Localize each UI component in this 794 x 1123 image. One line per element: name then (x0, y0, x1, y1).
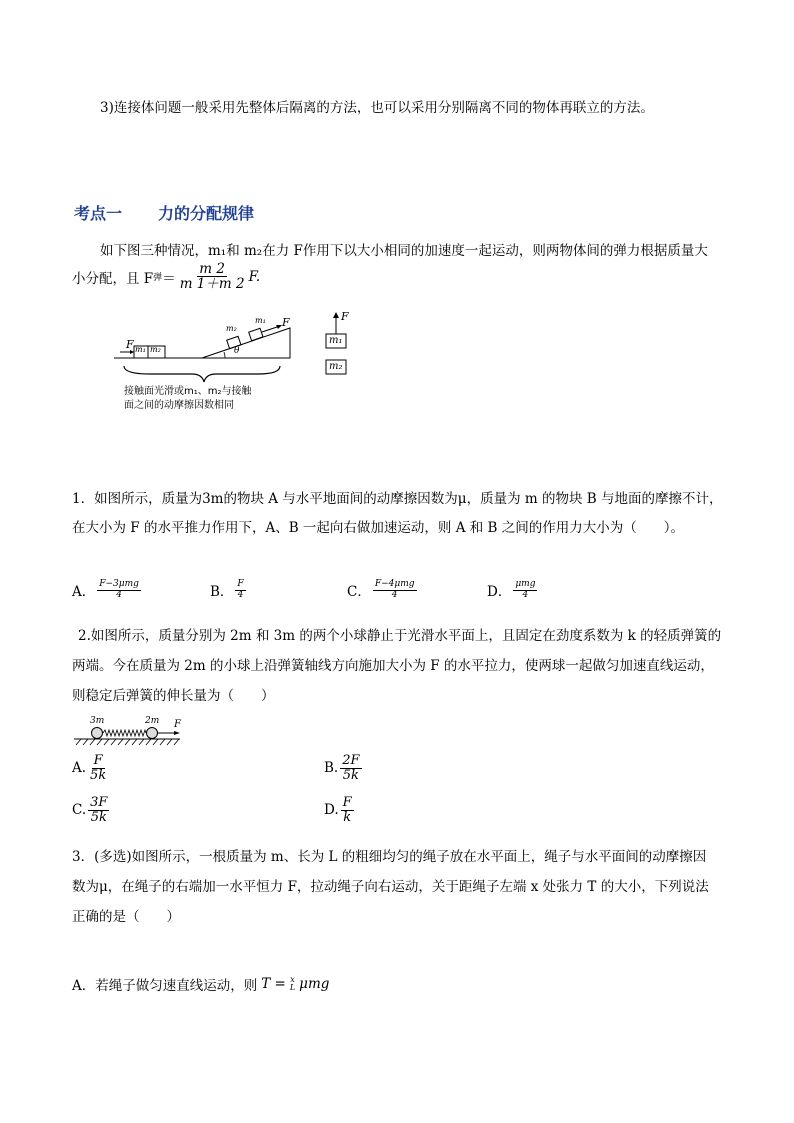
q2-option-b[interactable] (324, 754, 364, 782)
q2-label-3m: 3m (90, 716, 105, 726)
label-F-horizontal: F (126, 338, 134, 351)
fraction-numerator: F−3μmg (99, 579, 139, 590)
section-para2 (72, 262, 260, 291)
option-label: C． (347, 584, 371, 600)
q2-label-2m: 2m (145, 716, 160, 726)
option-tail: μmg (299, 976, 330, 992)
q2-option-a[interactable] (72, 754, 110, 782)
fraction-denominator: L (289, 983, 296, 992)
para2-text: 小分配，且 F (72, 270, 154, 287)
option-label: A． (72, 584, 96, 600)
option-fraction (513, 580, 537, 600)
q1-option-a[interactable] (72, 580, 143, 600)
fraction-denominator: 5k (342, 767, 359, 783)
q3-line1: 3．(多选)如图所示，一根质量为 m、长为 L 的粗细均匀的绳子放在水平面上，绳子与水平面间的动摩擦因 (72, 849, 707, 865)
option-label: B. (324, 760, 339, 777)
fraction-numerator: m 2 (199, 261, 225, 277)
fraction-numerator: 3F (90, 795, 108, 810)
option-fraction (97, 580, 141, 600)
q1-line1: 1．如图所示，质量为3m的物块 A 与水平地面间的动摩擦因数为μ，质量为 m 的物块 B 与地面的摩擦不计， (72, 491, 723, 507)
figure-caption-line1: 接触面光滑或m₁、m₂与接触 (124, 386, 252, 397)
fraction-numerator: F (93, 753, 103, 768)
label-m2-incline: m₂ (226, 324, 237, 333)
option-fraction (235, 580, 245, 600)
para2-subscript: 弹 (153, 273, 163, 284)
option-fraction (288, 976, 297, 993)
fraction-denominator: 5k (90, 767, 107, 783)
fraction-denominator: 4 (116, 589, 122, 600)
label-m2-horizontal: m₂ (150, 345, 161, 354)
para2-equals: ＝ (162, 270, 176, 287)
fraction-numerator: F (237, 579, 244, 590)
fraction-numerator: μmg (515, 579, 536, 590)
q1-option-d[interactable] (487, 580, 539, 600)
q2-label-F: F (174, 719, 181, 730)
q2-option-c[interactable] (72, 796, 111, 824)
fraction-denominator: m 1＋m 2 (179, 276, 245, 293)
q2-line2: 两端。今在质量为 2m 的小球上沿弹簧轴线方向施加大小为 F 的水平拉力，使两球一起做匀加速直线运动， (72, 658, 714, 674)
q2-line1: 2.如图所示，质量分别为 2m 和 3m 的两个小球静止于光滑水平面上，且固定在劲度系数为 k 的轻质弹簧的 (78, 628, 722, 644)
section-number: 考点一 (74, 204, 123, 223)
label-m2-vertical: m₂ (329, 361, 343, 372)
option-label: B． (210, 584, 234, 600)
option-fraction (340, 754, 361, 782)
fraction-numerator: x (290, 974, 295, 984)
label-theta: θ (234, 346, 240, 356)
option-text: A．若绳子做匀速直线运动，则 (72, 978, 258, 994)
section-title: 力的分配规律 (158, 204, 255, 223)
option-label: A. (72, 760, 87, 777)
option-label: D. (324, 802, 339, 819)
q1-option-b[interactable] (210, 580, 248, 600)
q1-line2: 在大小为 F 的水平推力作用下，A、B 一起向右做加速运动，则 A 和 B 之间的作用力大小为（ ）。 (72, 520, 684, 536)
intro-point3: 3)连接体问题一般采用先整体后隔离的方法，也可以采用分别隔离不同的物体再联立的方法。 (100, 100, 654, 116)
q3-option-a[interactable] (72, 974, 329, 994)
fraction-denominator: 5k (90, 809, 107, 825)
tension-symbol: T = (261, 976, 286, 992)
option-fraction (341, 796, 354, 824)
option-fraction (373, 580, 417, 600)
option-fraction (88, 754, 108, 782)
section-heading (74, 201, 254, 224)
q2-option-d[interactable] (324, 796, 356, 824)
figure-force-distribution (110, 310, 370, 410)
fraction-denominator: 4 (522, 589, 529, 600)
label-m1-horizontal: m₁ (135, 345, 146, 354)
para2-tail: F. (248, 268, 261, 285)
q3-line3: 正确的是（ ） (72, 909, 180, 925)
fraction-denominator: k (343, 809, 352, 825)
label-m1-vertical: m₁ (329, 335, 343, 346)
q3-line2: 数为μ，在绳子的右端加一水平恒力 F，拉动绳子向右运动，关于距绳子左端 x 处张力 T 的大小，下列说法 (72, 879, 709, 895)
fraction-numerator: F−4μmg (374, 579, 415, 590)
section-para1: 如下图三种情况，m₁和 m₂在力 F作用下以大小相同的加速度一起运动，则两物体间的弹力根据质量大 (100, 243, 708, 259)
option-label: C. (72, 802, 87, 819)
fraction-denominator: 4 (237, 589, 244, 600)
q2-line3: 则稳定后弹簧的伸长量为（ ） (72, 688, 275, 704)
mass-fraction (178, 262, 247, 291)
figure-caption-line2: 面之间的动摩擦因数相同 (124, 400, 234, 411)
label-F-incline: F (282, 316, 290, 329)
fraction-numerator: F (342, 795, 352, 810)
q2-figure (74, 716, 184, 746)
label-F-vertical: F (341, 310, 349, 323)
label-m1-incline: m₁ (255, 316, 266, 325)
fraction-numerator: 2F (342, 753, 360, 768)
q1-option-c[interactable] (347, 580, 419, 600)
option-label: D． (487, 584, 512, 600)
fraction-denominator: 4 (391, 589, 398, 600)
option-fraction (88, 796, 109, 824)
